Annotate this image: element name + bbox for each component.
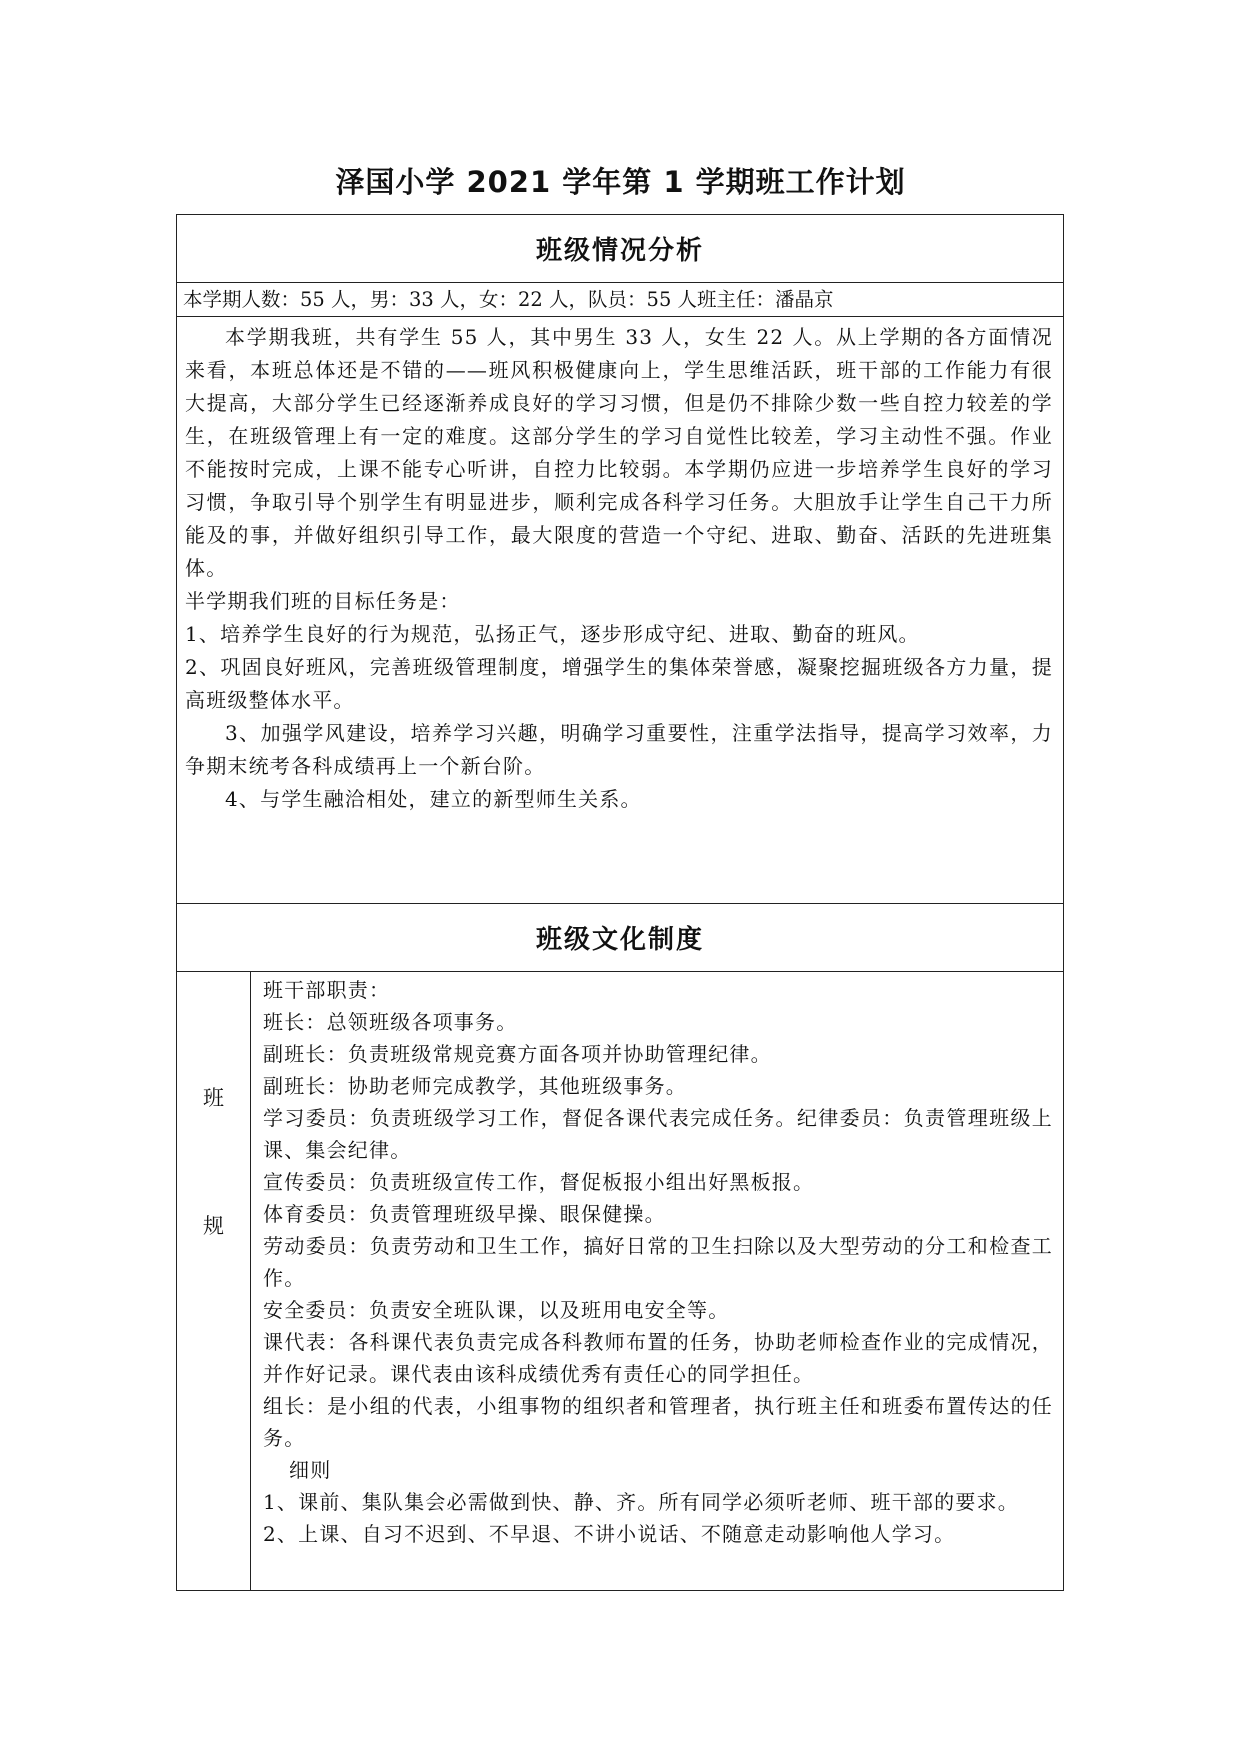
duty-item: 副班长：负责班级常规竞赛方面各项并协助管理纪律。 [263, 1042, 772, 1066]
rules-label-cell [177, 972, 251, 1590]
duty-item: 组长：是小组的代表，小组事物的组织者和管理者，执行班主任和班委布置传达的任务。 [263, 1394, 1053, 1450]
analysis-intro: 本学期我班，共有学生 55 人，其中男生 33 人，女生 22 人。从上学期的各方面情况来看，本班总体还是不错的——班风积极健康向上，学生思维活跃，班干部的工作能力有很大提高，大部分学生已经逐渐养成良好的学习习惯，但是仍不排除少数一些自控力较差的学生，在班级管理上有一定的难度。这部分学生的学习自觉性比较差，学习主动性不强。作业不能按时完成，上课不能专心听讲，自控力比较弱。本学期仍应进一步培养学生良好的学习习惯，争取引导个别学生有明显进步，顺利完成各科学习任务。大胆放手让学生自己干力所能及的事，并做好组织引导工作，最大限度的营造一个守纪、进取、勤奋、活跃的先进班集体。 [185, 325, 1053, 580]
analysis-content [177, 317, 1063, 904]
class-info: 本学期人数：55 人，男：33 人，女：22 人，队员：55 人班主任：潘晶京 [177, 283, 1063, 317]
duty-item: 劳动委员：负责劳动和卫生工作，搞好日常的卫生扫除以及大型劳动的分工和检查工作。 [263, 1234, 1053, 1290]
duty-item: 班长：总领班级各项事务。 [263, 1010, 518, 1034]
duty-item: 副班长：协助老师完成教学，其他班级事务。 [263, 1074, 687, 1098]
section-heading-culture: 班级文化制度 [177, 904, 1063, 972]
goal-item: 2、巩固良好班风，完善班级管理制度，增强学生的集体荣誉感，凝聚挖掘班级各方力量，提高班级整体水平。 [185, 655, 1053, 712]
rules-title: 细则 [289, 1458, 332, 1482]
rules-label-char: 规 [203, 1214, 224, 1238]
rule-item: 2、上课、自习不迟到、不早退、不讲小说话、不随意走动影响他人学习。 [263, 1522, 956, 1546]
document-title: 泽国小学 2021 学年第 1 学期班工作计划 [335, 165, 906, 199]
rules-content [251, 972, 1063, 1590]
goal-lead: 半学期我们班的目标任务是： [185, 589, 461, 613]
duty-item: 学习委员：负责班级学习工作，督促各课代表完成任务。纪律委员：负责管理班级上课、集会纪律。 [263, 1106, 1053, 1162]
duty-item: 课代表：各科课代表负责完成各科教师布置的任务，协助老师检查作业的完成情况，并作好记录。课代表由该科成绩优秀有责任心的同学担任。 [263, 1330, 1053, 1386]
rules-label-char: 班 [203, 1086, 224, 1110]
rule-item: 1、课前、集队集会必需做到快、静、齐。所有同学必须听老师、班干部的要求。 [263, 1490, 1019, 1514]
plan-table [176, 214, 1064, 1591]
goal-item: 3、加强学风建设，培养学习兴趣，明确学习重要性，注重学法指导，提高学习效率，力争期末统考各科成绩再上一个新台阶。 [185, 721, 1053, 778]
duties-title: 班干部职责： [263, 978, 391, 1002]
duty-item: 体育委员：负责管理班级早操、眼保健操。 [263, 1202, 666, 1226]
section-heading-analysis: 班级情况分析 [177, 215, 1063, 283]
goal-item: 1、培养学生良好的行为规范，弘扬正气，逐步形成守纪、进取、勤奋的班风。 [185, 622, 920, 646]
duty-item: 安全委员：负责安全班队课，以及班用电安全等。 [263, 1298, 730, 1322]
goal-item: 4、与学生融洽相处，建立的新型师生关系。 [225, 787, 642, 811]
class-rules-row [177, 972, 1063, 1590]
duty-item: 宣传委员：负责班级宣传工作，督促板报小组出好黑板报。 [263, 1170, 815, 1194]
